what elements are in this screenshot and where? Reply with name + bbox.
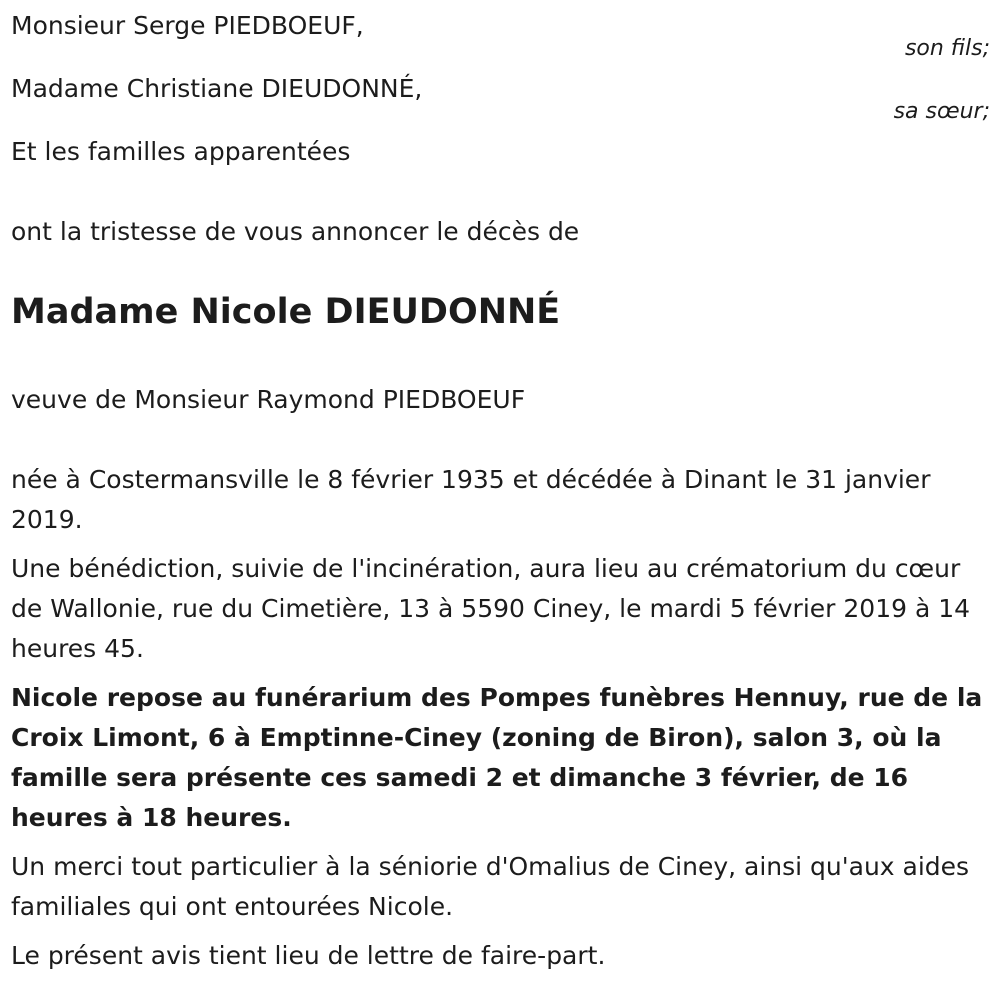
family-member-relation: sa sœur; — [893, 99, 990, 124]
closing-paragraph: Le présent avis tient lieu de lettre de faire-part. — [11, 941, 606, 970]
notice-body — [11, 460, 986, 985]
thanks-paragraph: Un merci tout particulier à la séniorie d'Omalius de Ciney, ainsi qu'aux aides familiales qui ont entourées Nicole. — [11, 852, 970, 921]
visitation-paragraph: Nicole repose au funérarium des Pompes funèbres Hennuy, rue de la Croix Limont, 6 à Emptinne-Ciney (zoning de Biron), salon 3, où la famille sera présente ces samedi 2 et dimanche 3 février, de 16 heures à 18 heures. — [11, 683, 983, 832]
family-member-name: Monsieur Serge PIEDBOEUF, — [11, 11, 364, 40]
birth-death-paragraph: née à Costermansville le 8 février 1935 et décédée à Dinant le 31 janvier 2019. — [11, 465, 931, 534]
family-member-relation: son fils; — [904, 36, 990, 61]
ceremony-paragraph: Une bénédiction, suivie de l'incinération, aura lieu au crématorium du cœur de Wallonie, rue du Cimetière, 13 à 5590 Ciney, le mardi 5 février 2019 à 14 heures 45. — [11, 554, 971, 663]
family-member-row — [11, 63, 991, 125]
family-member-row — [11, 0, 991, 62]
deceased-name: Madame Nicole DIEUDONNÉ — [11, 292, 561, 332]
widow-of-text: veuve de Monsieur Raymond PIEDBOEUF — [11, 385, 526, 414]
family-member-name: Madame Christiane DIEUDONNÉ, — [11, 74, 423, 103]
announcement-text: ont la tristesse de vous annoncer le décès de — [11, 217, 580, 246]
extended-family: Et les familles apparentées — [11, 137, 351, 166]
